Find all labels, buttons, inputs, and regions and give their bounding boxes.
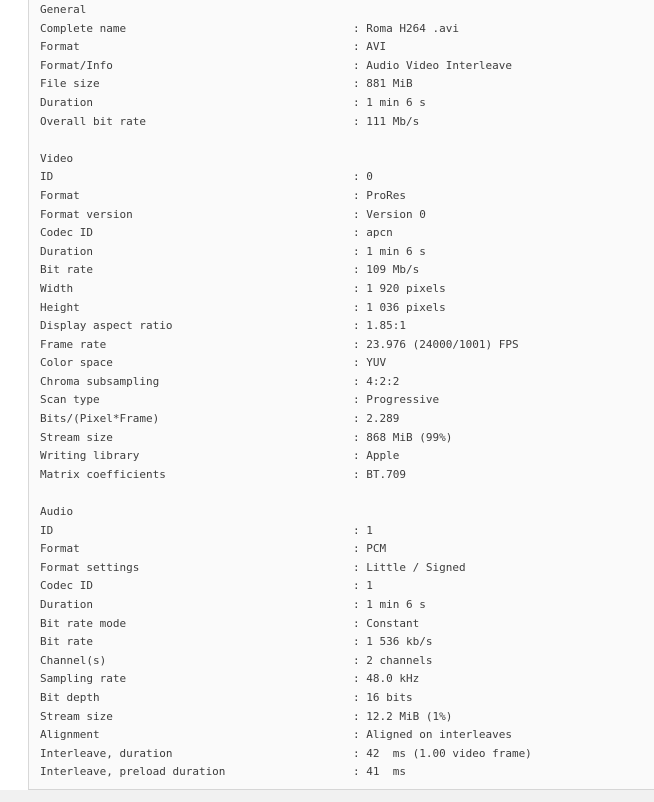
info-label: Interleave, duration xyxy=(40,746,173,760)
info-label: Stream size xyxy=(40,430,113,444)
info-value: : Little / Signed xyxy=(353,560,466,574)
section-title: Video xyxy=(40,151,74,165)
info-row xyxy=(40,447,654,466)
info-value: : 41 ms xyxy=(353,765,406,779)
info-row xyxy=(40,75,654,94)
info-row xyxy=(40,540,654,559)
info-value: : 1 min 6 s xyxy=(353,95,426,109)
info-row xyxy=(40,354,654,373)
info-label: Channel(s) xyxy=(40,653,107,667)
info-value: : 1.85:1 xyxy=(353,319,406,333)
info-label: Color space xyxy=(40,356,113,370)
info-value: : 109 Mb/s xyxy=(353,263,420,277)
info-label: Sampling rate xyxy=(40,672,127,686)
info-value: : 16 bits xyxy=(353,690,413,704)
info-label: Interleave, preload duration xyxy=(40,765,226,779)
info-row xyxy=(40,745,654,764)
info-label: Overall bit rate xyxy=(40,114,146,128)
info-value: : Progressive xyxy=(353,393,440,407)
info-value: : 2 channels xyxy=(353,653,433,667)
info-value: : 42 ms (1.00 video frame) xyxy=(353,746,532,760)
info-row xyxy=(40,726,654,745)
info-label: Writing library xyxy=(40,449,140,463)
info-row xyxy=(40,373,654,392)
info-row xyxy=(40,708,654,727)
info-label: Format xyxy=(40,40,80,54)
info-value: : apcn xyxy=(353,226,393,240)
info-label: Matrix coefficients xyxy=(40,467,166,481)
info-value: : ProRes xyxy=(353,188,406,202)
info-row xyxy=(40,206,654,225)
info-value: : Audio Video Interleave xyxy=(353,58,512,72)
info-value: : Roma H264 .avi xyxy=(353,21,459,35)
info-row xyxy=(40,410,654,429)
info-row xyxy=(40,466,654,485)
info-label: Format/Info xyxy=(40,58,113,72)
info-row xyxy=(40,670,654,689)
info-value: : Apple xyxy=(353,449,400,463)
info-label: Duration xyxy=(40,95,93,109)
info-row xyxy=(40,261,654,280)
info-value: : 23.976 (24000/1001) FPS xyxy=(353,337,519,351)
info-value: : 1 min 6 s xyxy=(353,244,426,258)
info-label: Format xyxy=(40,542,80,556)
info-value: : 2.289 xyxy=(353,412,400,426)
info-label: Display aspect ratio xyxy=(40,319,173,333)
info-value: : BT.709 xyxy=(353,467,406,481)
info-row xyxy=(40,596,654,615)
info-row xyxy=(40,615,654,634)
info-value: : Aligned on interleaves xyxy=(353,728,512,742)
info-value: : AVI xyxy=(353,40,387,54)
info-row xyxy=(40,559,654,578)
info-label: Complete name xyxy=(40,21,127,35)
info-label: Format xyxy=(40,188,80,202)
info-row xyxy=(40,224,654,243)
section-title: Audio xyxy=(40,505,74,519)
info-row xyxy=(40,280,654,299)
info-value: : 48.0 kHz xyxy=(353,672,420,686)
info-row xyxy=(40,336,654,355)
info-label: Scan type xyxy=(40,393,100,407)
info-label: Codec ID xyxy=(40,579,93,593)
info-value: : PCM xyxy=(353,542,387,556)
info-label: Bit rate xyxy=(40,263,93,277)
mediainfo-section xyxy=(40,150,654,485)
info-label: Bit rate mode xyxy=(40,616,127,630)
info-label: ID xyxy=(40,523,54,537)
info-value: : 0 xyxy=(353,170,373,184)
info-label: Chroma subsampling xyxy=(40,374,160,388)
info-row xyxy=(40,20,654,39)
info-row xyxy=(40,577,654,596)
section-title: General xyxy=(40,3,87,16)
info-row xyxy=(40,317,654,336)
info-label: Format version xyxy=(40,207,133,221)
info-label: Height xyxy=(40,300,80,314)
info-row xyxy=(40,633,654,652)
info-value: : 111 Mb/s xyxy=(353,114,420,128)
info-row xyxy=(40,299,654,318)
mediainfo-report xyxy=(28,0,654,790)
info-row xyxy=(40,57,654,76)
info-row xyxy=(40,187,654,206)
info-row xyxy=(40,763,654,782)
page-background-strip xyxy=(0,790,654,802)
info-label: Duration xyxy=(40,598,93,611)
info-value: : 881 MiB xyxy=(353,77,413,91)
mediainfo-section xyxy=(40,1,654,131)
info-label: Alignment xyxy=(40,728,100,742)
info-value: : 1 min 6 s xyxy=(353,598,426,611)
info-row xyxy=(40,429,654,448)
info-label: Frame rate xyxy=(40,337,107,351)
info-value: : Version 0 xyxy=(353,207,426,221)
info-row xyxy=(40,243,654,262)
info-row xyxy=(40,522,654,541)
info-label: Bits/(Pixel*Frame) xyxy=(40,412,160,426)
info-label: Format settings xyxy=(40,560,140,574)
info-value: : 1 536 kb/s xyxy=(353,635,433,649)
info-value: : 4:2:2 xyxy=(353,374,400,388)
info-value: : Constant xyxy=(353,616,420,630)
info-label: Width xyxy=(40,281,74,295)
info-label: Bit rate xyxy=(40,635,93,649)
info-value: : 1 920 pixels xyxy=(353,281,446,295)
info-label: Stream size xyxy=(40,709,113,723)
info-label: Bit depth xyxy=(40,690,100,704)
info-row xyxy=(40,168,654,187)
info-label: Duration xyxy=(40,244,93,258)
mediainfo-section xyxy=(40,503,654,782)
info-row xyxy=(40,391,654,410)
info-label: ID xyxy=(40,170,54,184)
info-row xyxy=(40,689,654,708)
info-label: File size xyxy=(40,77,100,91)
info-value: : 1 036 pixels xyxy=(353,300,446,314)
info-label: Codec ID xyxy=(40,226,93,240)
info-value: : 1 xyxy=(353,523,373,537)
info-row xyxy=(40,652,654,671)
info-row xyxy=(40,94,654,113)
info-row xyxy=(40,113,654,132)
info-row xyxy=(40,38,654,57)
info-value: : 12.2 MiB (1%) xyxy=(353,709,453,723)
info-value: : YUV xyxy=(353,356,387,370)
info-value: : 868 MiB (99%) xyxy=(353,430,453,444)
info-value: : 1 xyxy=(353,579,373,593)
